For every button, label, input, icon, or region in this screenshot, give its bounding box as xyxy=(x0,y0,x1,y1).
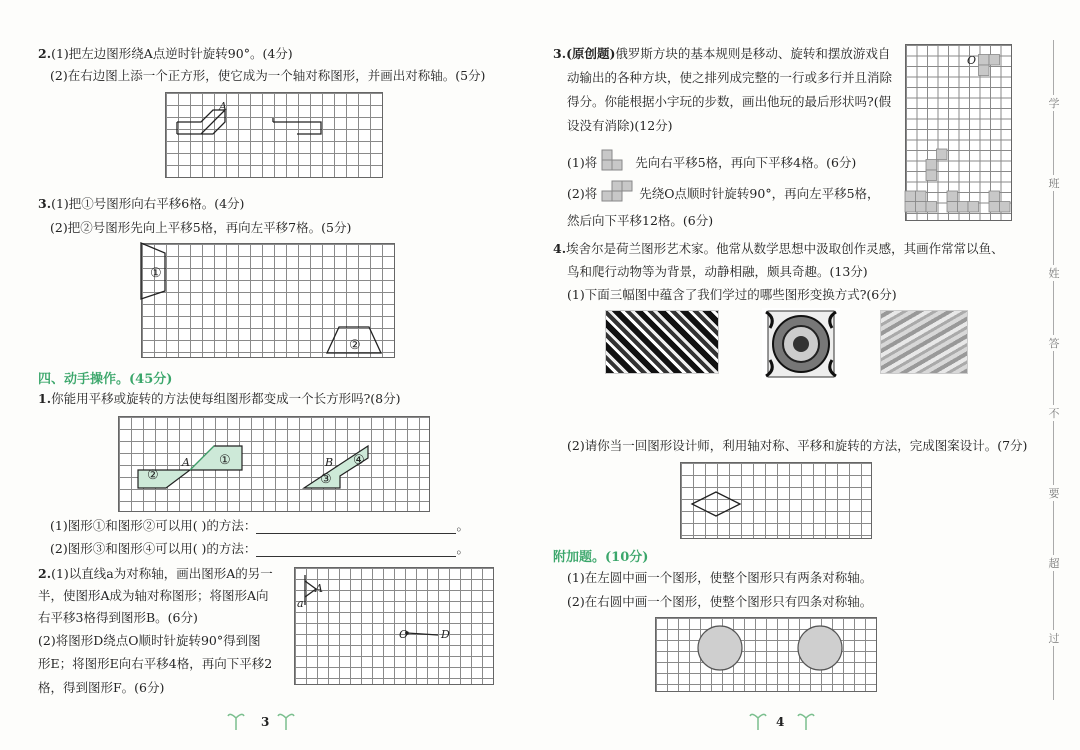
s4q2-line1: 2.(1)以直线a为对称轴，画出图形A的另一 xyxy=(38,566,273,581)
binding-margin-char: 要 xyxy=(1046,485,1062,501)
s4q1-figures xyxy=(118,416,428,510)
r-q4-part1: (1)下面三幅图中蕴含了我们学过的哪些图形变换方式?(6分) xyxy=(567,287,897,302)
binding-line xyxy=(1053,40,1054,700)
r-q3-line4: 设没有消除)(12分) xyxy=(567,118,673,133)
left-page-number: 3 xyxy=(261,715,270,729)
binding-margin-char: 过 xyxy=(1046,630,1062,646)
r-q3-line2: 动输出的各种方块，使之排列成完整的一行或多行并且消除 xyxy=(567,70,893,85)
z-block-icon xyxy=(601,188,635,202)
q3-part1: 3.(1)把①号图形向右平移6格。(4分) xyxy=(38,196,245,211)
s4q2-line2: 半，使图形A成为轴对称图形；将图形A向 xyxy=(38,588,269,603)
extra-part1: (1)在左圆中画一个图形，使整个图形只有两条对称轴。 xyxy=(567,570,873,585)
right-page-number: 4 xyxy=(776,715,785,729)
binding-margin-char: 班 xyxy=(1046,175,1062,191)
binding-margin-char: 超 xyxy=(1046,555,1062,571)
binding-margin-char: 学 xyxy=(1046,95,1062,111)
extra-part2: (2)在右圆中画一个图形，使整个图形只有四条对称轴。 xyxy=(567,594,873,609)
right-page-decoration xyxy=(750,710,830,732)
q3-label-2: ② xyxy=(349,338,361,353)
s4q1-text: 1.你能用平移或旋转的方法使每组图形都变成一个长方形吗?(8分) xyxy=(38,391,401,406)
r-q4-line1: 4.埃舍尔是荷兰图形艺术家。他常从数学思想中汲取创作灵感，其画作常常以鱼、 xyxy=(553,241,1004,256)
q2-part2: (2)在右边图上添一个正方形，使它成为一个轴对称图形，并画出对称轴。(5分) xyxy=(50,68,486,83)
r-q4-line2: 鸟和爬行动物等为背景，动静相融，颇具奇趣。(13分) xyxy=(567,264,868,279)
r-q3-part2: (2)将 先绕O点顺时针旋转90°，再向左平移5格， xyxy=(567,186,880,202)
s4q2-line3: 右平移3格得到图形B。(6分) xyxy=(38,610,198,625)
r-q4-part2: (2)请你当一回图形设计师，利用轴对称、平移和旋转的方法，完成图案设计。(7分) xyxy=(567,438,1028,453)
r-q3-line3: 得分。你能根据小宇玩的步数，画出他玩的最后形状吗?(假 xyxy=(567,94,892,109)
q3-label-1: ① xyxy=(150,266,162,281)
extra-circles xyxy=(655,617,875,690)
s4q2-figures xyxy=(294,567,492,683)
s4q2-label-A: A xyxy=(315,582,323,595)
s4q1-label-2: ② xyxy=(147,468,159,483)
s4q2-line6: 格，得到图形F。(6分) xyxy=(38,680,165,695)
s4q2-label-D: D xyxy=(441,628,450,641)
s4q2-line4: (2)将图形D绕点O顺时针旋转90°得到图 xyxy=(38,633,261,648)
r-q3-line1: 3.(原创题)俄罗斯方块的基本规则是移动、旋转和摆放游戏自 xyxy=(553,46,891,61)
section4-title: 四、动手操作。(45分) xyxy=(38,372,173,387)
s4q2-line5: 形E；将图形E向右平移4格，再向下平移2 xyxy=(38,656,273,671)
tetris-blocks xyxy=(905,44,1010,219)
s4q1-label-4: ④ xyxy=(353,453,365,468)
design-rhombus xyxy=(680,462,870,537)
s4q1-label-B: B xyxy=(325,456,334,469)
s4q1-label-1: ① xyxy=(219,453,231,468)
r-q3-part2b: 然后向下平移12格。(6分) xyxy=(567,213,714,228)
l-block-icon xyxy=(601,157,631,171)
escher-image-2 xyxy=(762,308,840,380)
s4q1-answer1: (1)图形①和图形②可以用( )的方法： 。 xyxy=(50,518,469,533)
escher-image-1 xyxy=(605,310,719,374)
tetris-label-O: O xyxy=(967,54,977,67)
q3-part2: (2)把②号图形先向上平移5格，再向左平移7格。(5分) xyxy=(50,220,352,235)
answer2-blank[interactable] xyxy=(256,544,456,557)
s4q1-answer2: (2)图形③和图形④可以用( )的方法： 。 xyxy=(50,541,469,556)
q2-figures xyxy=(165,92,381,176)
escher-image-3 xyxy=(880,310,968,374)
s4q2-label-O: O xyxy=(399,628,409,641)
binding-margin-char: 不 xyxy=(1046,405,1062,421)
q2-label-a: A xyxy=(219,100,227,113)
s4q1-label-3: ③ xyxy=(320,472,332,487)
r-q3-part1: (1)将 先向右平移5格，再向下平移4格。(6分) xyxy=(567,155,856,171)
s4q2-label-a: a xyxy=(297,597,304,610)
extra-title: 附加题。(10分) xyxy=(553,550,649,565)
s4q1-label-A: A xyxy=(182,456,190,469)
binding-margin-char: 姓 xyxy=(1046,265,1062,281)
answer1-blank[interactable] xyxy=(256,521,456,534)
q2-part1: 2.(1)把左边图形绕A点逆时针旋转90°。(4分) xyxy=(38,46,293,61)
binding-margin-char: 答 xyxy=(1046,335,1062,351)
